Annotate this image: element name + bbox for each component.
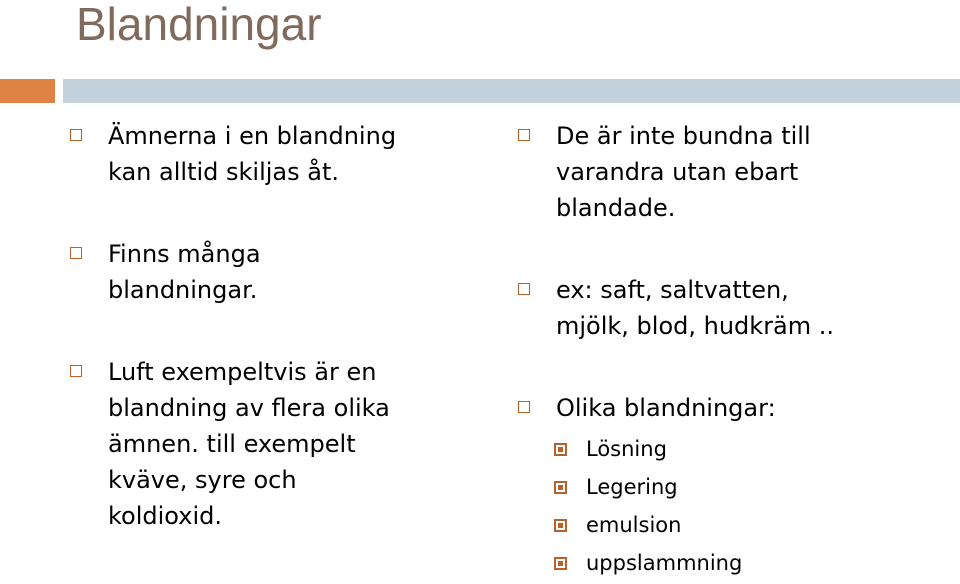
bullet-line: blandade. <box>556 194 676 222</box>
bullet-item <box>70 354 465 534</box>
bullet-line: varandra utan ebart <box>556 158 799 186</box>
accent-bar <box>0 79 55 103</box>
square-bullet-icon <box>518 401 530 413</box>
bullet-item <box>518 272 948 344</box>
filled-square-bullet-icon <box>554 443 567 456</box>
bullet-line: kan alltid skiljas åt. <box>108 158 339 186</box>
bullet-line: Finns många <box>108 240 261 268</box>
bullet-item <box>70 118 465 190</box>
bullet-line: Luft exempeltvis är en <box>108 358 377 386</box>
bullet-line: blandningar. <box>108 276 258 304</box>
filled-square-bullet-icon <box>554 519 567 532</box>
bullet-line: ex: saft, saltvatten, <box>556 276 789 304</box>
bullet-line: blandning av flera olika <box>108 394 390 422</box>
sub-bullet-item <box>554 544 948 582</box>
square-bullet-icon <box>70 247 82 259</box>
bullet-line: Ämnerna i en blandning <box>108 122 397 150</box>
bullet-line: De är inte bundna till <box>556 122 811 150</box>
bullet-item <box>70 236 465 308</box>
left-column <box>70 118 465 534</box>
bullet-line: kväve, syre och <box>108 466 297 494</box>
bullet-line: ämnen. till exempelt <box>108 430 356 458</box>
square-bullet-icon <box>518 283 530 295</box>
slide-title: Blandningar <box>76 0 322 50</box>
bullet-line: Olika blandningar: <box>556 394 776 422</box>
bullet-item <box>518 390 948 426</box>
sub-bullet-label: emulsion <box>586 513 682 537</box>
sub-bullet-label: uppslammning <box>586 551 743 575</box>
filled-square-bullet-icon <box>554 481 567 494</box>
bullet-line: mjölk, blod, hudkräm .. <box>556 312 835 340</box>
square-bullet-icon <box>70 365 82 377</box>
sub-bullet-label: Lösning <box>586 437 667 461</box>
sub-bullet-item <box>554 468 948 506</box>
header-bar <box>63 79 960 103</box>
filled-square-bullet-icon <box>554 557 567 570</box>
sub-bullet-item <box>554 506 948 544</box>
sub-bullet-label: Legering <box>586 475 678 499</box>
sub-bullet-item <box>554 430 948 468</box>
bullet-line: koldioxid. <box>108 502 222 530</box>
square-bullet-icon <box>518 129 530 141</box>
square-bullet-icon <box>70 129 82 141</box>
bullet-item <box>518 118 948 226</box>
right-column <box>518 118 948 582</box>
